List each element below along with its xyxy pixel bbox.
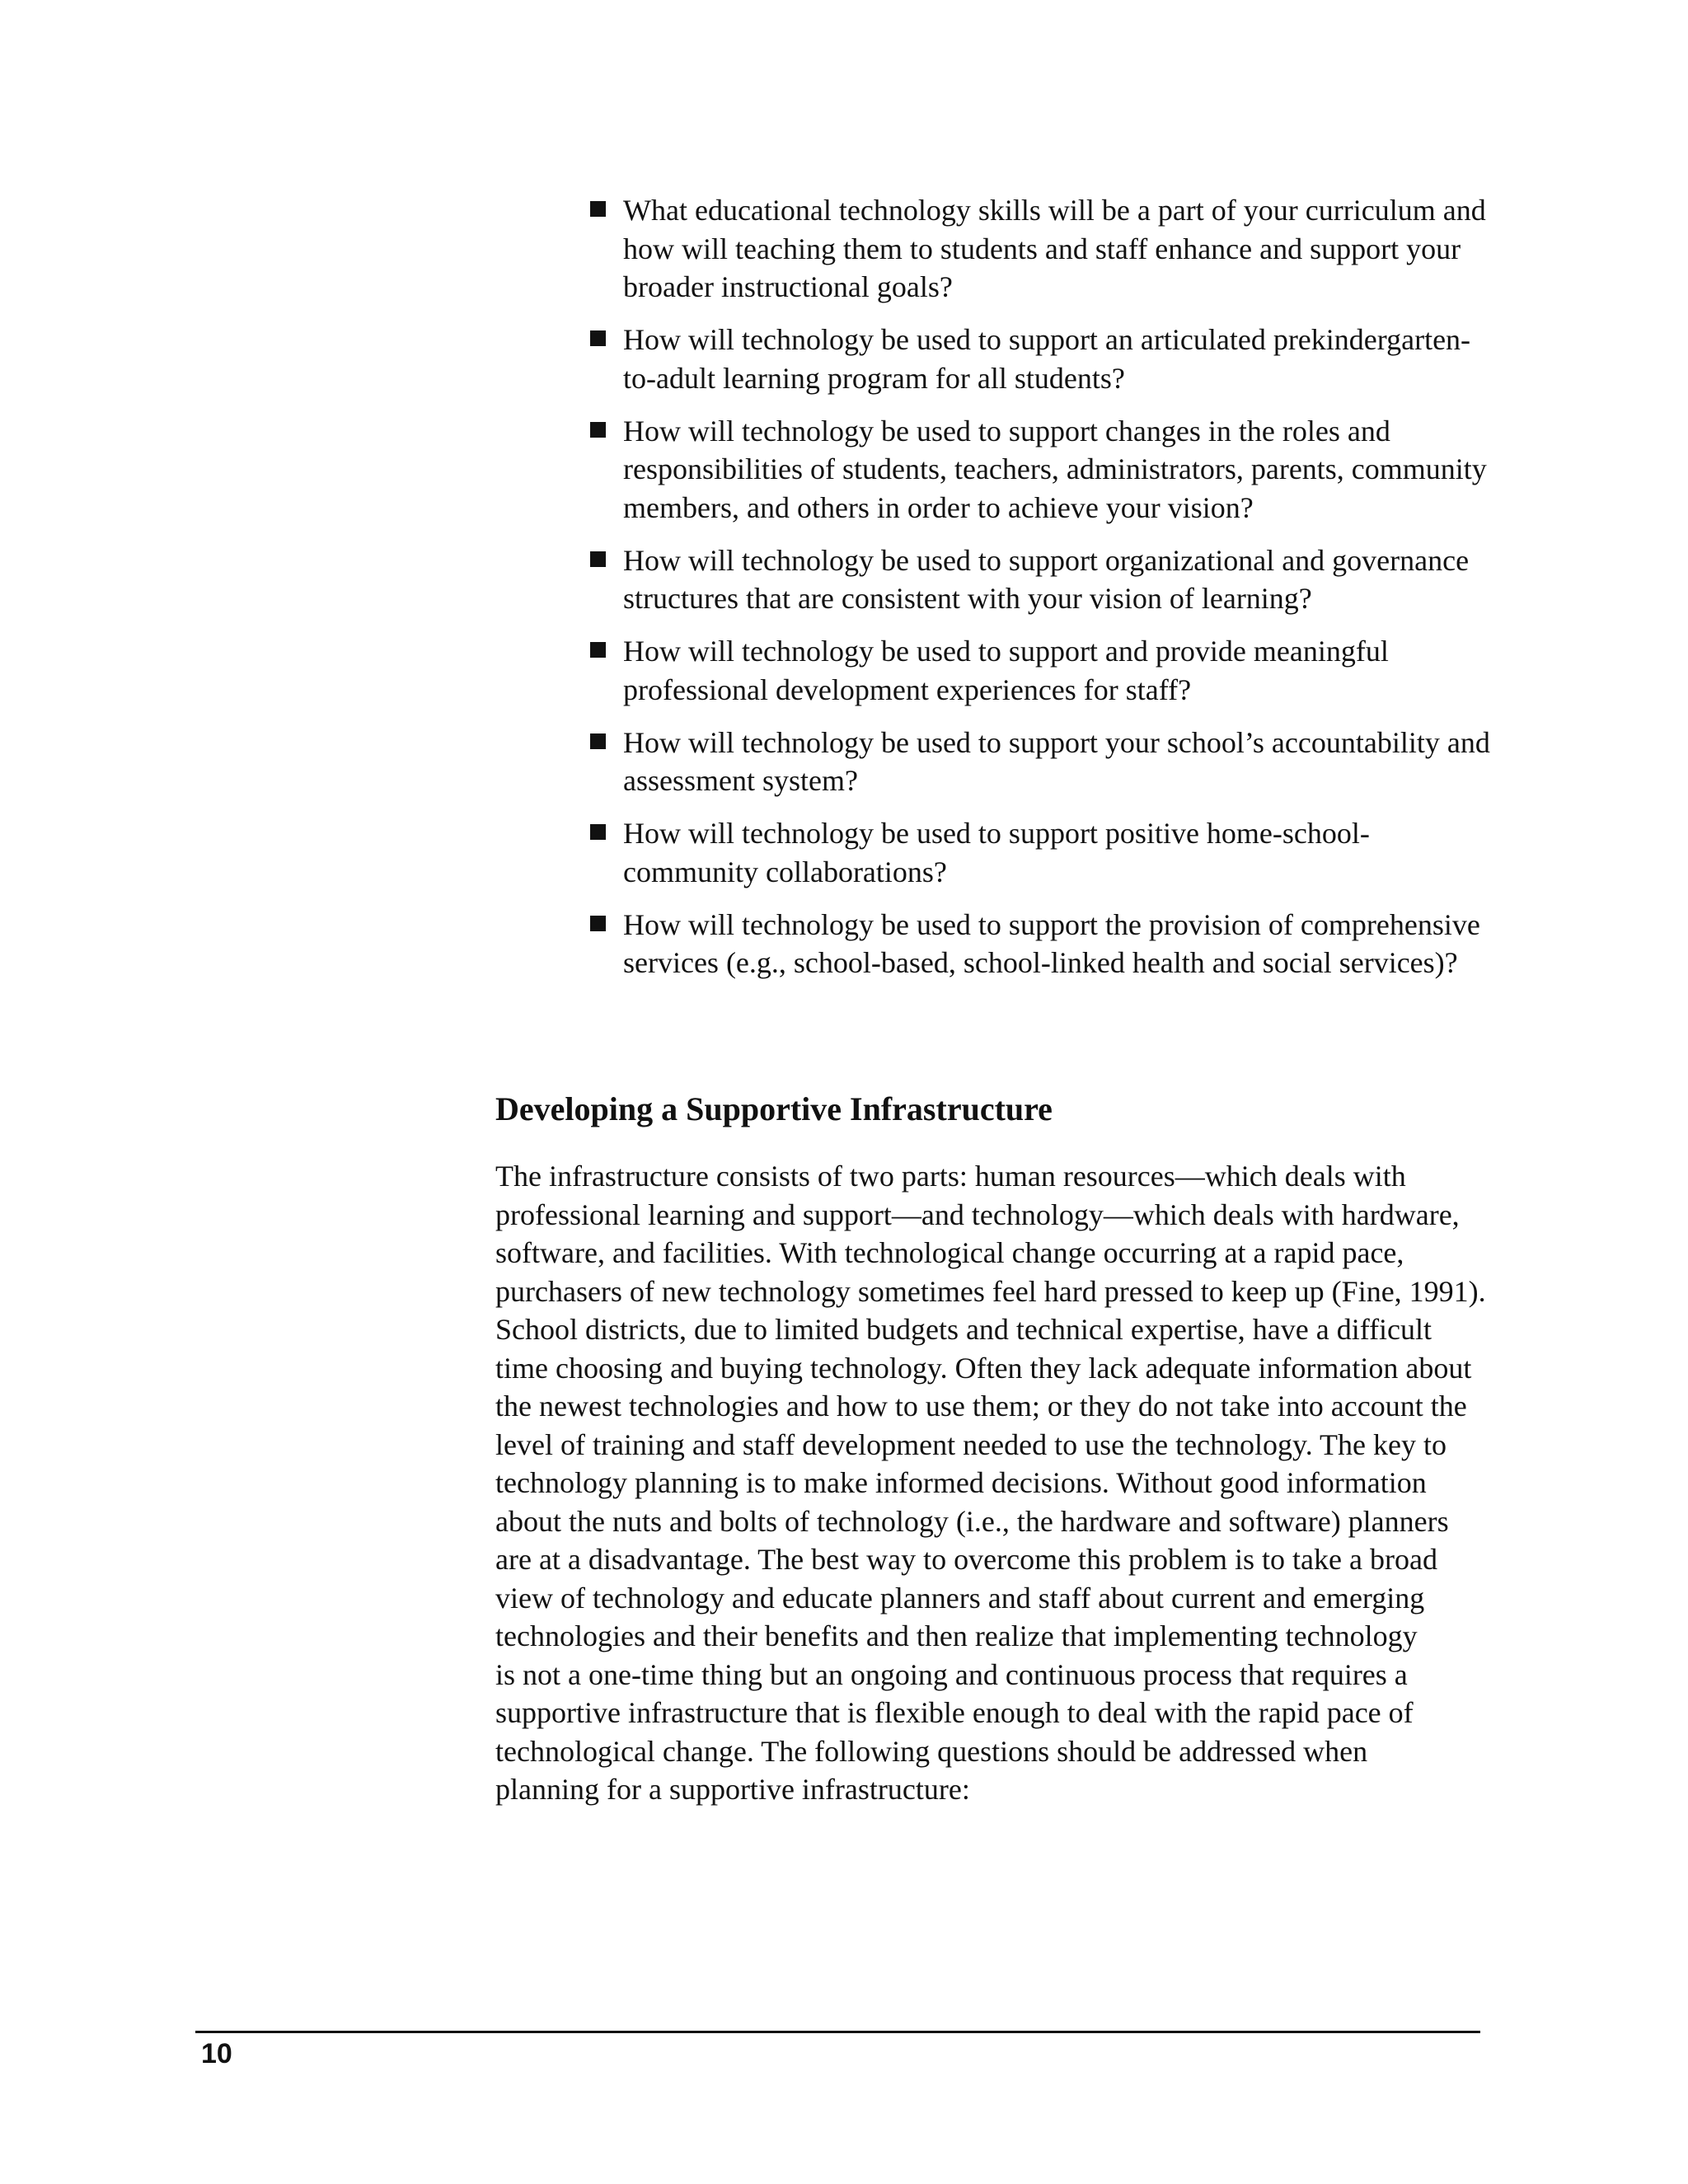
list-item-text: How will technology be used to support changes in the roles and responsibilities of students, teachers, administrators, parents, community members, and others in order to achieve your vision? (623, 414, 1487, 524)
paragraph-line: time choosing and buying technology. Often they lack adequate information about (495, 1351, 1472, 1385)
list-item-text: How will technology be used to support positive home-school-community collaborations? (623, 817, 1370, 888)
paragraph-line: School districts, due to limited budgets and technical expertise, have a difficult (495, 1313, 1432, 1346)
list-item-text: How will technology be used to support the provision of comprehensive services (e.g., school-based, school-linked health and social services)? (623, 907, 1480, 979)
paragraph-line: The infrastructure consists of two parts: human resources—which deals with (495, 1160, 1406, 1193)
paragraph-line: professional learning and support—and technology—which deals with hardware, (495, 1197, 1460, 1231)
square-bullet-icon (590, 916, 606, 931)
list-item-text: How will technology be used to support an articulated prekindergarten-to-adult learning program for all students? (623, 323, 1471, 395)
list-item (588, 541, 1495, 618)
paragraph-line: software, and facilities. With technological change occurring at a rapid pace, (495, 1236, 1404, 1269)
list-item-text: What educational technology skills will be a part of your curriculum and how will teaching them to students and staff enhance and support your broader instructional goals? (623, 194, 1486, 303)
section-heading: Developing a Supportive Infrastructure (495, 1090, 1053, 1127)
paragraph-line: is not a one-time thing but an ongoing and continuous process that requires a (495, 1657, 1408, 1691)
square-bullet-icon (590, 551, 606, 567)
list-item (588, 321, 1495, 397)
list-item (588, 191, 1495, 307)
list-item-text: How will technology be used to support your school’s accountability and assessment system? (623, 725, 1490, 797)
paragraph-line: view of technology and educate planners and staff about current and emerging (495, 1581, 1425, 1615)
list-item (588, 632, 1495, 709)
square-bullet-icon (590, 642, 606, 658)
square-bullet-icon (590, 733, 606, 749)
page-number: 10 (201, 2038, 232, 2069)
question-list (588, 191, 1495, 996)
paragraph-line: the newest technologies and how to use them; or they do not take into account the (495, 1390, 1467, 1422)
paragraph-line: about the nuts and bolts of technology (i.e., the hardware and software) planners (495, 1504, 1449, 1538)
body-paragraph (495, 1157, 1484, 1809)
list-item (588, 814, 1495, 891)
list-item-text: How will technology be used to support and provide meaningful professional development experiences for staff? (623, 635, 1389, 706)
paragraph-line: supportive infrastructure that is flexible enough to deal with the rapid pace of (495, 1696, 1414, 1729)
list-item (588, 412, 1495, 527)
list-item (588, 906, 1495, 982)
square-bullet-icon (590, 422, 606, 438)
paragraph-line: technologies and their benefits and then realize that implementing technology (495, 1619, 1418, 1652)
footer-rule (195, 2031, 1480, 2033)
square-bullet-icon (590, 824, 606, 840)
square-bullet-icon (590, 330, 606, 346)
paragraph-line: purchasers of new technology sometimes feel hard pressed to keep up (Fine, 1991). (495, 1274, 1486, 1308)
square-bullet-icon (590, 201, 606, 217)
paragraph-line: technology planning is to make informed decisions. Without good information (495, 1466, 1427, 1499)
paragraph-line: level of training and staff development needed to use the technology. The key to (495, 1427, 1447, 1461)
list-item-text: How will technology be used to support organizational and governance structures that are consistent with your vision of learning? (623, 543, 1470, 615)
paragraph-line: technological change. The following questions should be addressed when (495, 1734, 1368, 1768)
paragraph-line: planning for a supportive infrastructure: (495, 1773, 970, 1806)
list-item (588, 724, 1495, 800)
paragraph-line: are at a disadvantage. The best way to overcome this problem is to take a broad (495, 1543, 1437, 1576)
